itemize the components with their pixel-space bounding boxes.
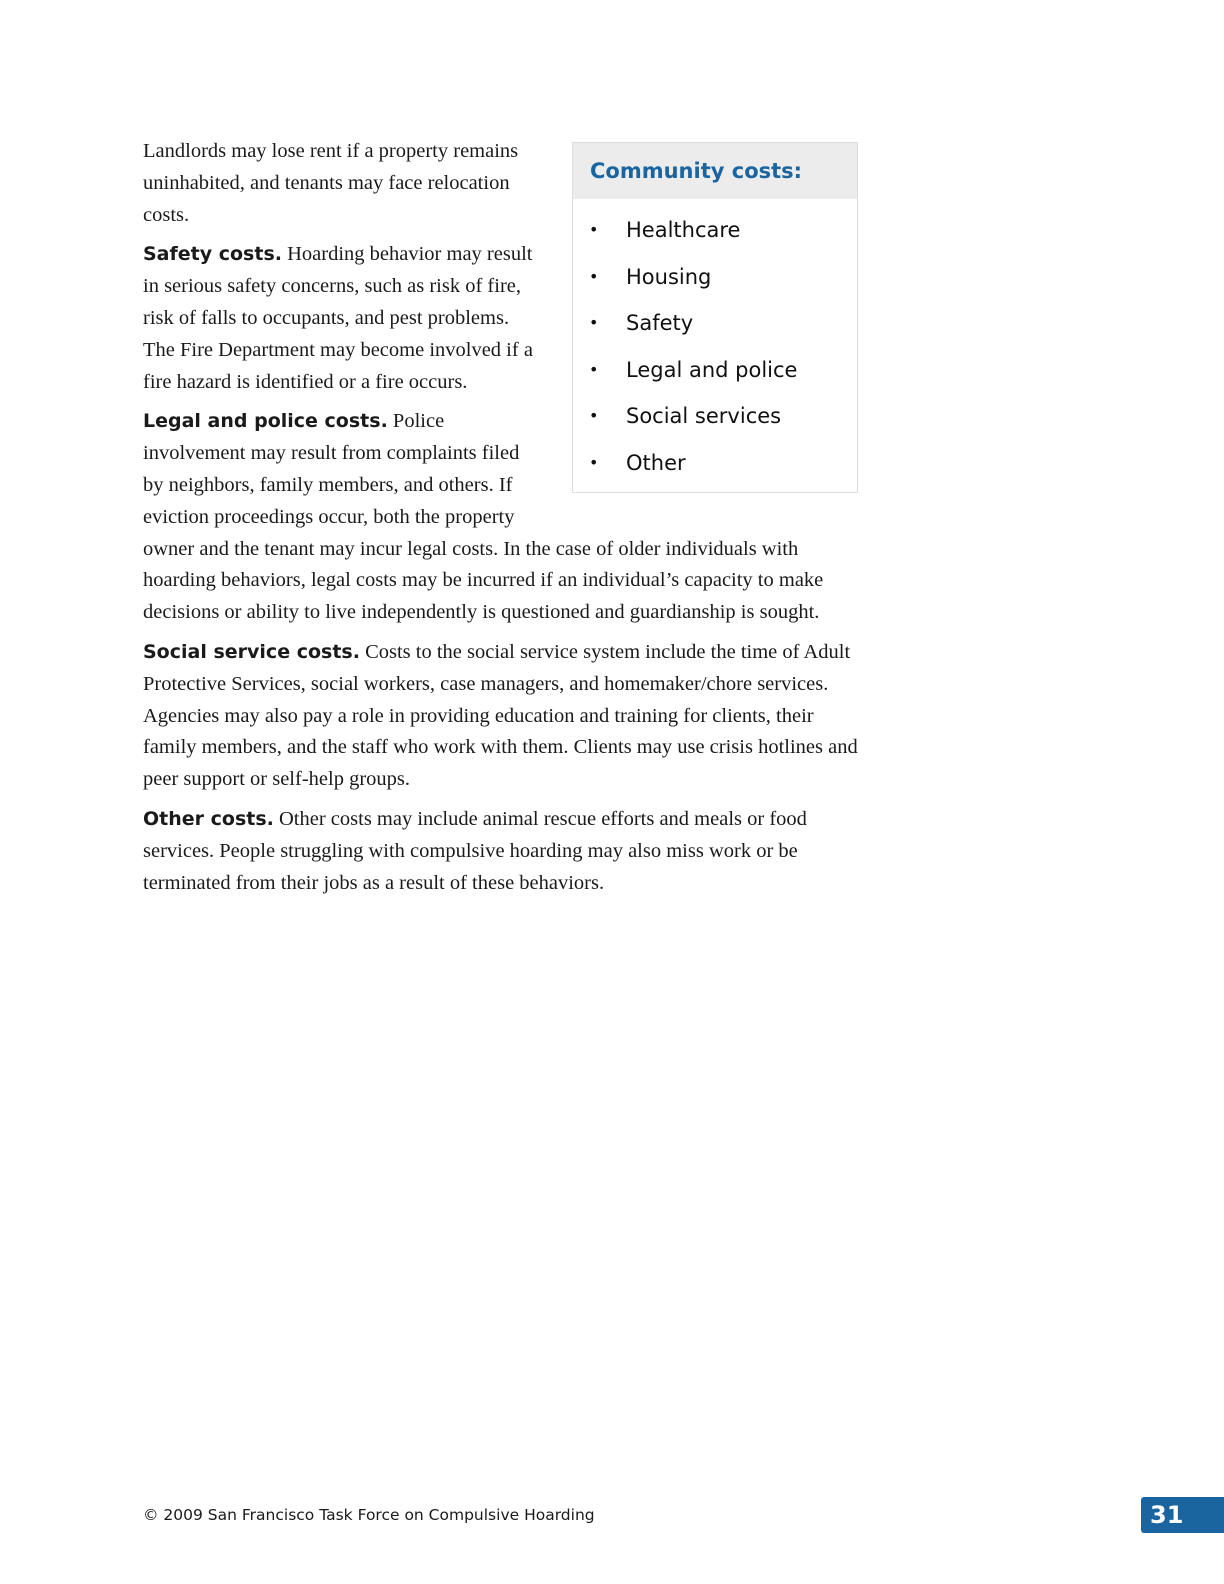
intro-paragraph: Landlords may lose rent if a property remains uninhabited, and tenants may face relocation costs.	[143, 140, 519, 226]
list-item	[573, 347, 857, 394]
bullet-icon: •	[589, 359, 599, 379]
sidebar-list	[573, 199, 857, 492]
safety-costs-heading: Safety costs.	[143, 243, 282, 266]
other-costs-body: Other costs may include animal rescue efforts and meals or food services. People struggling with compulsive hoarding may also miss work or be terminated from their jobs as a result of these behaviors.	[143, 807, 807, 894]
list-item-label: Social services	[626, 404, 782, 428]
other-costs-heading: Other costs.	[143, 807, 274, 830]
list-item	[573, 207, 857, 254]
list-item-label: Other	[626, 450, 686, 475]
page-number-badge: 31	[1141, 1497, 1224, 1533]
list-item-label: Healthcare	[626, 218, 741, 242]
bullet-icon: •	[589, 220, 599, 239]
list-item-label: Safety	[626, 311, 694, 335]
legal-costs-body: Police involvement may result from complaints filed by neighbors, family members, and others. If eviction proceedings occur, both the property owner and the tenant may incur legal costs. In the case of older individuals with hoarding behaviors, legal costs may be incurred if an individual’s capacity to make decisions or ability to live independently is questioned and guardianship is sought.	[143, 410, 824, 624]
sidebar-title: Community costs:	[590, 159, 803, 183]
list-item-label: Housing	[626, 264, 712, 289]
bullet-icon: •	[589, 406, 599, 425]
list-item	[573, 300, 857, 347]
main-content	[143, 136, 858, 907]
legal-costs-heading: Legal and police costs.	[143, 410, 388, 433]
bullet-icon: •	[589, 266, 599, 286]
bullet-icon: •	[589, 452, 599, 472]
social-costs-body: Costs to the social service system include the time of Adult Protective Services, social workers, case managers, and homemaker/chore services. Agencies may also pay a role in providing education and training for clients, their family members, and the staff who work with them. Clients may use crisis hotlines and peer support or self-help groups.	[143, 640, 858, 791]
other-costs-paragraph	[143, 804, 858, 899]
list-item	[573, 440, 857, 487]
list-item-label: Legal and police	[626, 357, 798, 382]
social-costs-paragraph	[143, 637, 858, 796]
list-item	[573, 254, 857, 301]
community-costs-sidebar	[572, 142, 858, 493]
safety-costs-body: Hoarding behavior may result in serious safety concerns, such as risk of fire, risk of falls to occupants, and pest problems. The Fire Department may become involved if a fire hazard is identified or a fire occurs.	[143, 243, 533, 393]
social-costs-heading: Social service costs.	[143, 640, 360, 663]
list-item	[573, 393, 857, 440]
sidebar-header	[573, 143, 857, 199]
footer-copyright: © 2009 San Francisco Task Force on Compulsive Hoarding	[143, 1506, 595, 1524]
bullet-icon: •	[589, 313, 599, 332]
